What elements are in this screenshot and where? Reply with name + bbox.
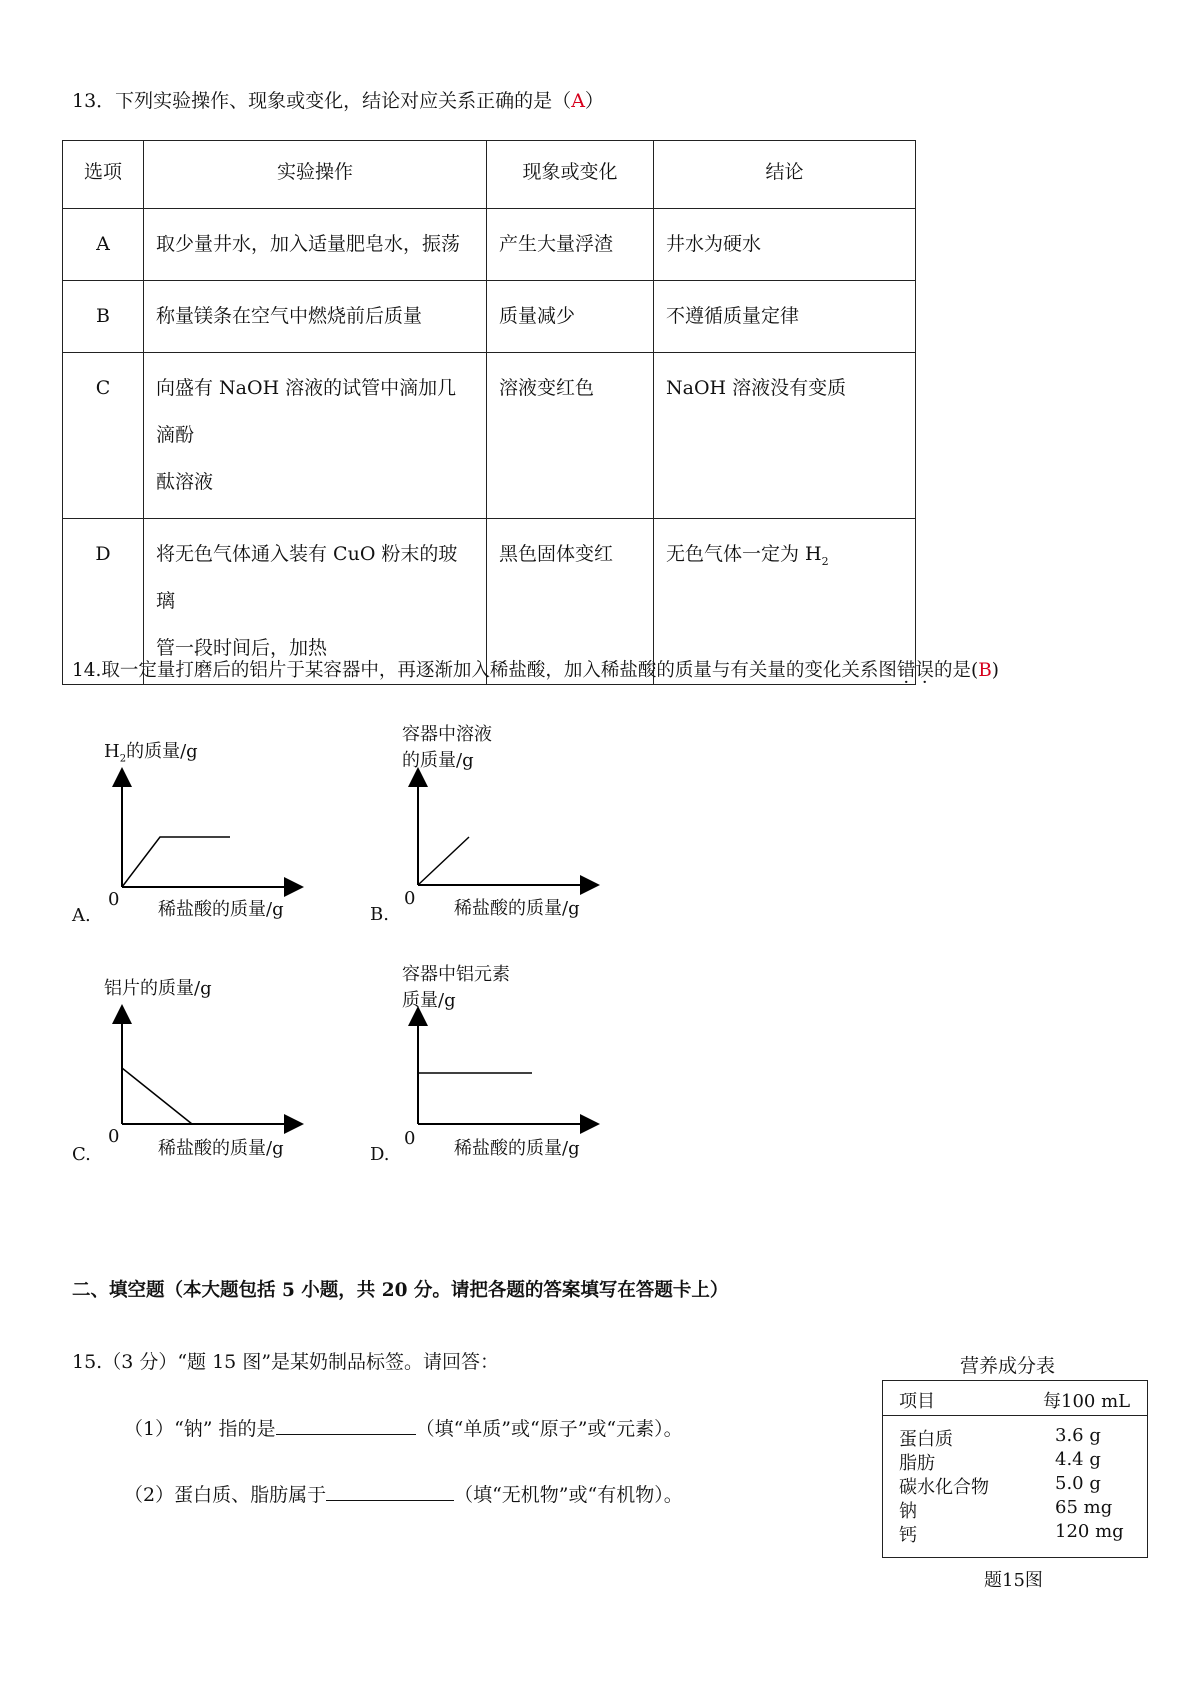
row-conclusion: 井水为硬水	[654, 209, 916, 281]
graph-c-xlabel: 稀盐酸的质量/g	[158, 1138, 284, 1159]
row-conclusion: 不遵循质量定律	[654, 281, 916, 353]
table-row	[63, 281, 916, 353]
graph-a-ylabel-h: H	[104, 741, 120, 762]
nutrition-title: 营养成分表	[960, 1355, 1056, 1377]
nutrition-header	[883, 1381, 1147, 1416]
q15-sub1-tail: （填“单质”或“原子”或“元素）。	[415, 1418, 683, 1440]
graph-a-origin: 0	[108, 889, 120, 910]
table-row	[63, 209, 916, 281]
graph-d-ylabel-l1: 容器中铝元素	[402, 964, 510, 985]
graph-a-option: A.	[72, 905, 91, 926]
nutrition-row-value: 65 mg	[1055, 1497, 1113, 1518]
row-option: A	[63, 209, 144, 281]
q15-sub2	[124, 1480, 683, 1507]
nutrition-row-name: 蛋白质	[899, 1429, 953, 1450]
header-option: 选项	[63, 141, 144, 209]
graph-a-xlabel: 稀盐酸的质量/g	[158, 899, 284, 920]
nutrition-row-name: 碳水化合物	[899, 1477, 989, 1498]
graph-b-origin: 0	[404, 888, 416, 909]
graph-c-origin: 0	[108, 1126, 120, 1147]
q13-stem	[72, 86, 604, 113]
nutrition-row-value: 4.4 g	[1055, 1449, 1101, 1470]
nutrition-row	[883, 1473, 1147, 1497]
table-header-row	[63, 141, 916, 209]
graph-a-ylabel-sub: 2	[119, 753, 127, 765]
q13-answer: A	[571, 90, 585, 112]
q15-sub1-text: （1）“钠” 指的是	[124, 1418, 276, 1440]
q14-stem-text: 14.取一定量打磨后的铝片于某容器中，再逐渐加入稀盐酸，加入稀盐酸的质量与有关量的变化关系图	[72, 660, 897, 681]
row-phenomenon: 黑色固体变红	[487, 519, 654, 685]
graph-b-ylabel-l2: 的质量/g	[402, 750, 474, 771]
q13-table	[62, 140, 916, 685]
graph-a	[72, 735, 332, 925]
nutrition-col2: 每100 mL	[1043, 1391, 1131, 1412]
nutrition-row-name: 钙	[899, 1525, 917, 1546]
graph-c-curve	[122, 1068, 192, 1124]
graph-a-curve	[122, 837, 230, 887]
section2-heading: 二、填空题（本大题包括 5 小题，共 20 分。请把各题的答案填写在答题卡上）	[72, 1280, 729, 1301]
graph-b-xlabel: 稀盐酸的质量/g	[454, 898, 580, 919]
nutrition-row	[883, 1449, 1147, 1473]
header-phenomenon: 现象或变化	[487, 141, 654, 209]
q14-answer: B	[978, 660, 992, 681]
graph-d	[372, 962, 632, 1172]
row-operation-line2: 管一段时间后，加热	[156, 637, 328, 659]
nutrition-row	[883, 1425, 1147, 1449]
graph-c-ylabel: 铝片的质量/g	[104, 978, 212, 999]
graph-d-xlabel: 稀盐酸的质量/g	[454, 1138, 580, 1159]
row-operation: 称量镁条在空气中燃烧前后质量	[144, 281, 487, 353]
row-phenomenon: 质量减少	[487, 281, 654, 353]
nutrition-row-name: 钠	[899, 1501, 917, 1522]
nutrition-row-name: 脂肪	[899, 1453, 935, 1474]
q13-stem-text: 13．下列实验操作、现象或变化，结论对应关系正确的是（	[72, 90, 572, 112]
row-option: B	[63, 281, 144, 353]
row-operation-line2: 酞溶液	[156, 471, 214, 493]
nutrition-col1: 项目	[899, 1391, 935, 1412]
graph-b-ylabel-l1: 容器中溶液	[402, 724, 492, 745]
table-row	[63, 353, 916, 519]
nutrition-caption: 题15图	[984, 1570, 1043, 1591]
header-operation: 实验操作	[144, 141, 487, 209]
q15-sub2-tail: （填“无机物”或“有机物）。	[454, 1484, 683, 1506]
q15-sub1	[124, 1414, 683, 1441]
nutrition-row-value: 120 mg	[1055, 1521, 1124, 1542]
row-conclusion: NaOH 溶液没有变质	[654, 353, 916, 519]
q15-sub2-text: （2）蛋白质、脂肪属于	[124, 1484, 327, 1506]
nutrition-row	[883, 1497, 1147, 1521]
row-phenomenon: 产生大量浮渣	[487, 209, 654, 281]
q14-emph-2: 误	[915, 660, 934, 681]
row-operation: 取少量井水，加入适量肥皂水，振荡	[144, 209, 487, 281]
q15-stem: 15.（3 分）“题 15 图”是某奶制品标签。请回答：	[72, 1351, 500, 1373]
q15-sub1-blank[interactable]	[276, 1418, 416, 1435]
q13-close: ）	[584, 90, 604, 112]
row-phenomenon: 溶液变红色	[487, 353, 654, 519]
row-operation-line1: 将无色气体通入装有 CuO 粉末的玻璃	[156, 543, 458, 612]
q14-close: )	[991, 660, 1000, 681]
header-conclusion: 结论	[654, 141, 916, 209]
graph-d-origin: 0	[404, 1128, 416, 1149]
graph-c	[72, 972, 332, 1172]
q14-stem	[72, 656, 999, 682]
row-option: D	[63, 519, 144, 685]
row-conclusion-main: 无色气体一定为 H	[666, 543, 822, 565]
row-operation-line1: 向盛有 NaOH 溶液的试管中滴加几滴酚	[156, 377, 457, 446]
graph-d-option: D.	[370, 1144, 390, 1165]
row-operation	[144, 353, 487, 519]
nutrition-row-value: 3.6 g	[1055, 1425, 1101, 1446]
nutrition-row	[883, 1521, 1147, 1545]
row-conclusion-subscript: 2	[821, 554, 829, 568]
nutrition-table	[882, 1380, 1148, 1558]
graph-b-option: B.	[370, 904, 389, 925]
graph-b-curve	[418, 837, 469, 885]
graph-d-ylabel-l2: 质量/g	[402, 990, 456, 1011]
q14-emph-1: 错	[896, 660, 916, 681]
nutrition-row-value: 5.0 g	[1055, 1473, 1101, 1494]
q15-sub2-blank[interactable]	[326, 1484, 454, 1501]
graph-c-option: C.	[72, 1144, 91, 1165]
q14-stem-tail: 的是(	[933, 660, 979, 681]
graph-a-ylabel-rest: 的质量/g	[126, 741, 198, 762]
graph-b	[372, 722, 632, 928]
row-option: C	[63, 353, 144, 519]
